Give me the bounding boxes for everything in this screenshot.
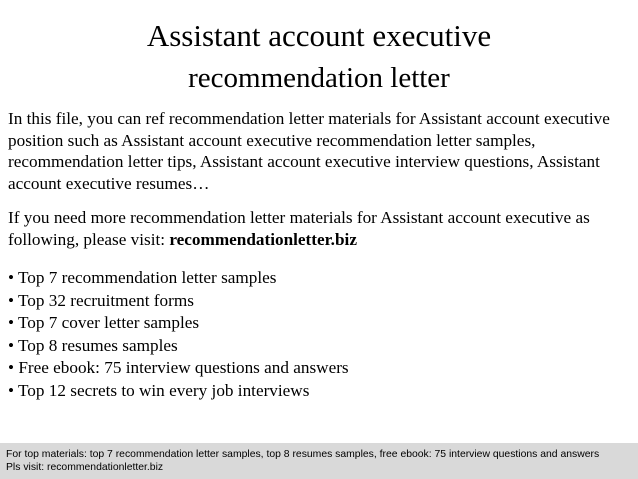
list-item: • Top 32 recruitment forms (8, 290, 194, 310)
footer-bar (0, 443, 638, 479)
footer-line-visit: Pls visit: recommendationletter.biz (6, 462, 164, 473)
more-text: If you need more recommendation letter materials for Assistant account executive as following, please visit: (8, 208, 590, 249)
list-item: • Free ebook: 75 interview questions and answers (8, 358, 349, 378)
list-item: • Top 7 recommendation letter samples (8, 268, 277, 287)
page-subtitle: recommendation letter (188, 62, 450, 94)
list-item: • Top 8 resumes samples (8, 335, 178, 355)
list-item: • Top 12 secrets to win every job interviews (8, 380, 310, 400)
page-title: Assistant account executive (146, 18, 492, 53)
intro-paragraph: In this file, you can ref recommendation letter materials for Assistant account executive position such as Assistant account executive recommendation letter samples, recommendation letter tips, Assistant account executive interview questions, Assistant account executive resumes… (8, 109, 610, 193)
materials-list (8, 267, 628, 403)
more-paragraph (8, 207, 636, 250)
footer-line-materials: For top materials: top 7 recommendation letter samples, top 8 resumes samples, free ebook: 75 interview questions and answers (6, 449, 600, 460)
website-link[interactable]: recommendationletter.biz (169, 229, 357, 249)
list-item: • Top 7 cover letter samples (8, 313, 200, 333)
